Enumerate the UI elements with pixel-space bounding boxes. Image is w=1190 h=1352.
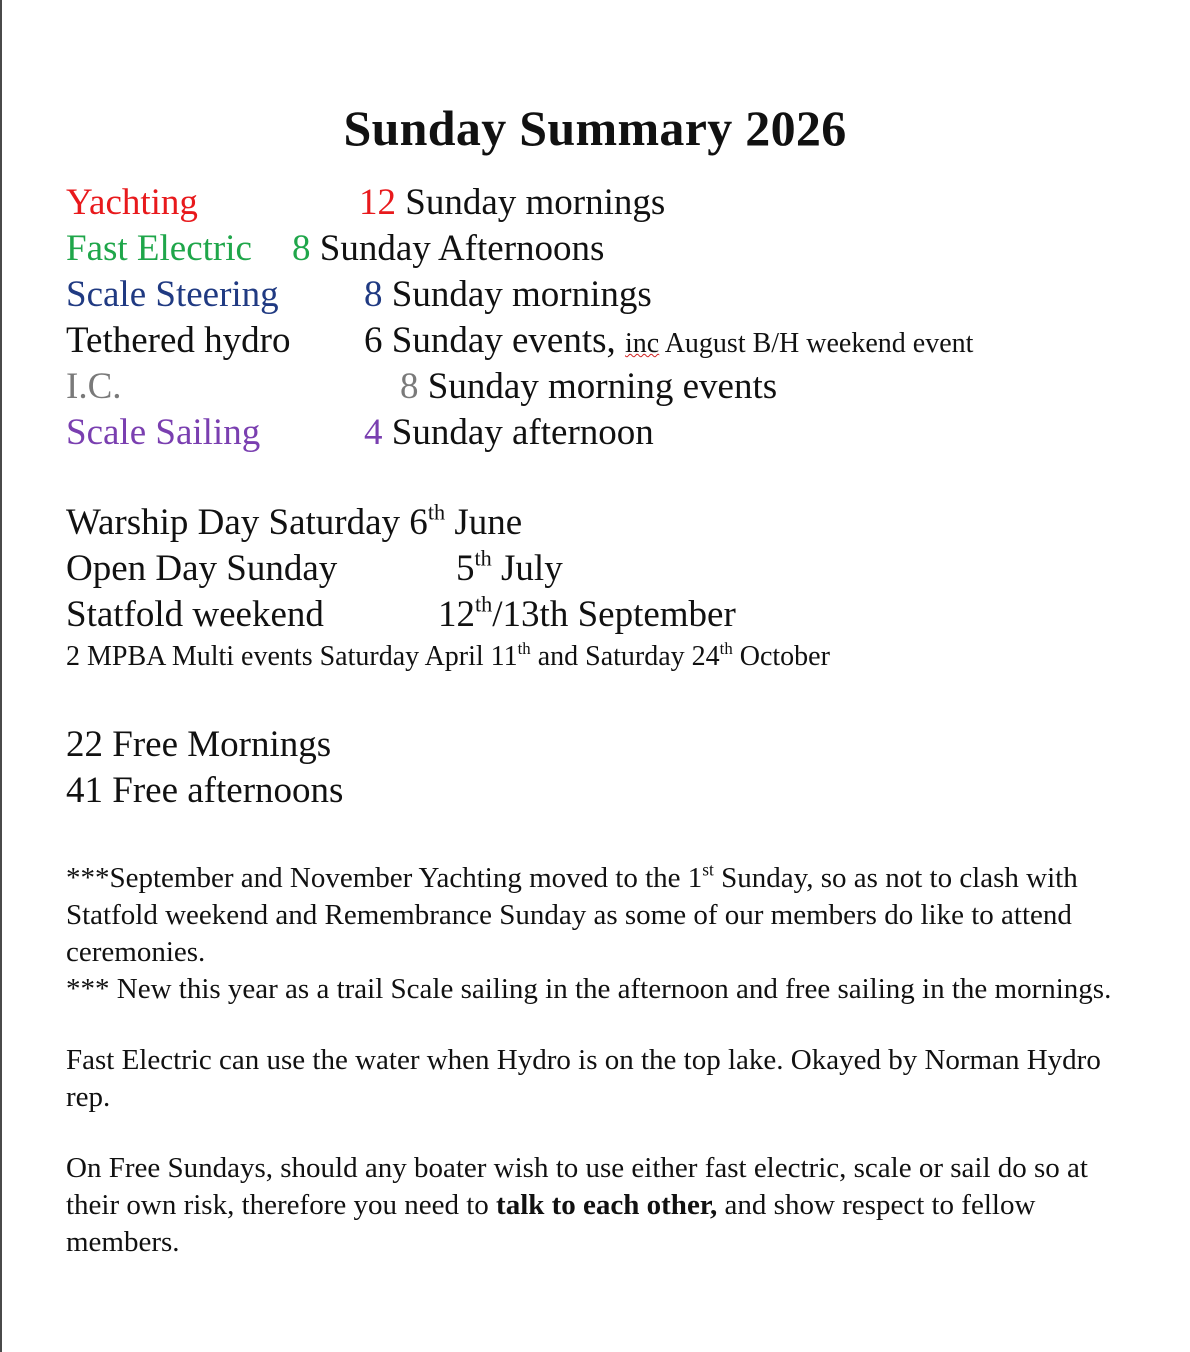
note-fast-electric: Fast Electric can use the water when Hydro is on the top lake. Okayed by Norman Hydro rep. [66, 1044, 1101, 1113]
statfold-day: 12 [438, 594, 475, 635]
scale-sailing-desc: Sunday afternoon [382, 412, 654, 453]
fast-electric-count: 8 [292, 228, 311, 269]
ic-count: 8 [400, 366, 419, 407]
warship-rest: June [445, 502, 523, 543]
tethered-hydro-note: August B/H weekend event [659, 328, 974, 359]
notes-section [66, 860, 1131, 1261]
tethered-hydro-count: 6 [364, 320, 383, 361]
scale-steering-label: Scale Steering [66, 274, 279, 315]
scale-sailing-count: 4 [364, 412, 383, 453]
open-day-rest: July [491, 548, 563, 589]
yachting-label: Yachting [66, 182, 198, 223]
note-new-this-year: *** New this year as a trail Scale sailing in the afternoon and free sailing in the mornings. [66, 973, 1112, 1005]
note-yachting-moved: ***September and November Yachting moved to the 1st Sunday, so as not to clash with Statfold weekend and Remembrance Sunday as some of our members do like to attend ceremonies. [66, 859, 1078, 968]
scale-sailing-label: Scale Sailing [66, 412, 261, 453]
open-day-sup: th [474, 545, 492, 571]
tethered-hydro-label: Tethered hydro [66, 320, 291, 361]
warship-sup: th [427, 499, 446, 525]
fast-electric-desc: Sunday Afternoons [310, 228, 605, 269]
statfold-rest: /13th September [492, 594, 736, 635]
scale-steering-desc: Sunday mornings [382, 274, 652, 315]
note-free-sundays-bold: talk to each other, [496, 1189, 718, 1221]
mpba-events-line: 2 MPBA Multi events Saturday April 11th and Saturday 24th October [66, 639, 830, 672]
page-title: Sunday Summary 2026 [343, 100, 847, 156]
note-free-sundays: On Free Sundays, should any boater wish to use either fast electric, scale or sail do so at their own risk, therefore you need to talk to each other, and show respect to fellow members. [66, 1152, 1088, 1258]
statfold-sup: th [475, 591, 493, 617]
scale-steering-count: 8 [364, 274, 383, 315]
free-afternoons: 41 Free afternoons [66, 770, 344, 811]
statfold-label: Statfold weekend [66, 594, 324, 635]
free-days [66, 722, 343, 814]
yachting-desc: Sunday mornings [396, 182, 666, 223]
tethered-hydro-desc: Sunday events, [382, 320, 626, 361]
yachting-count: 12 [359, 182, 396, 223]
fast-electric-label: Fast Electric [66, 228, 252, 269]
ic-label: I.C. [66, 366, 122, 407]
tethered-hydro-note-inc: inc [625, 328, 660, 359]
open-day-day: 5 [456, 548, 475, 589]
open-day-label: Open Day Sunday [66, 548, 338, 589]
ic-desc: Sunday morning events [418, 366, 778, 407]
free-mornings: 22 Free Mornings [66, 724, 332, 765]
warship-label: Warship Day Saturday 6 [66, 502, 428, 543]
